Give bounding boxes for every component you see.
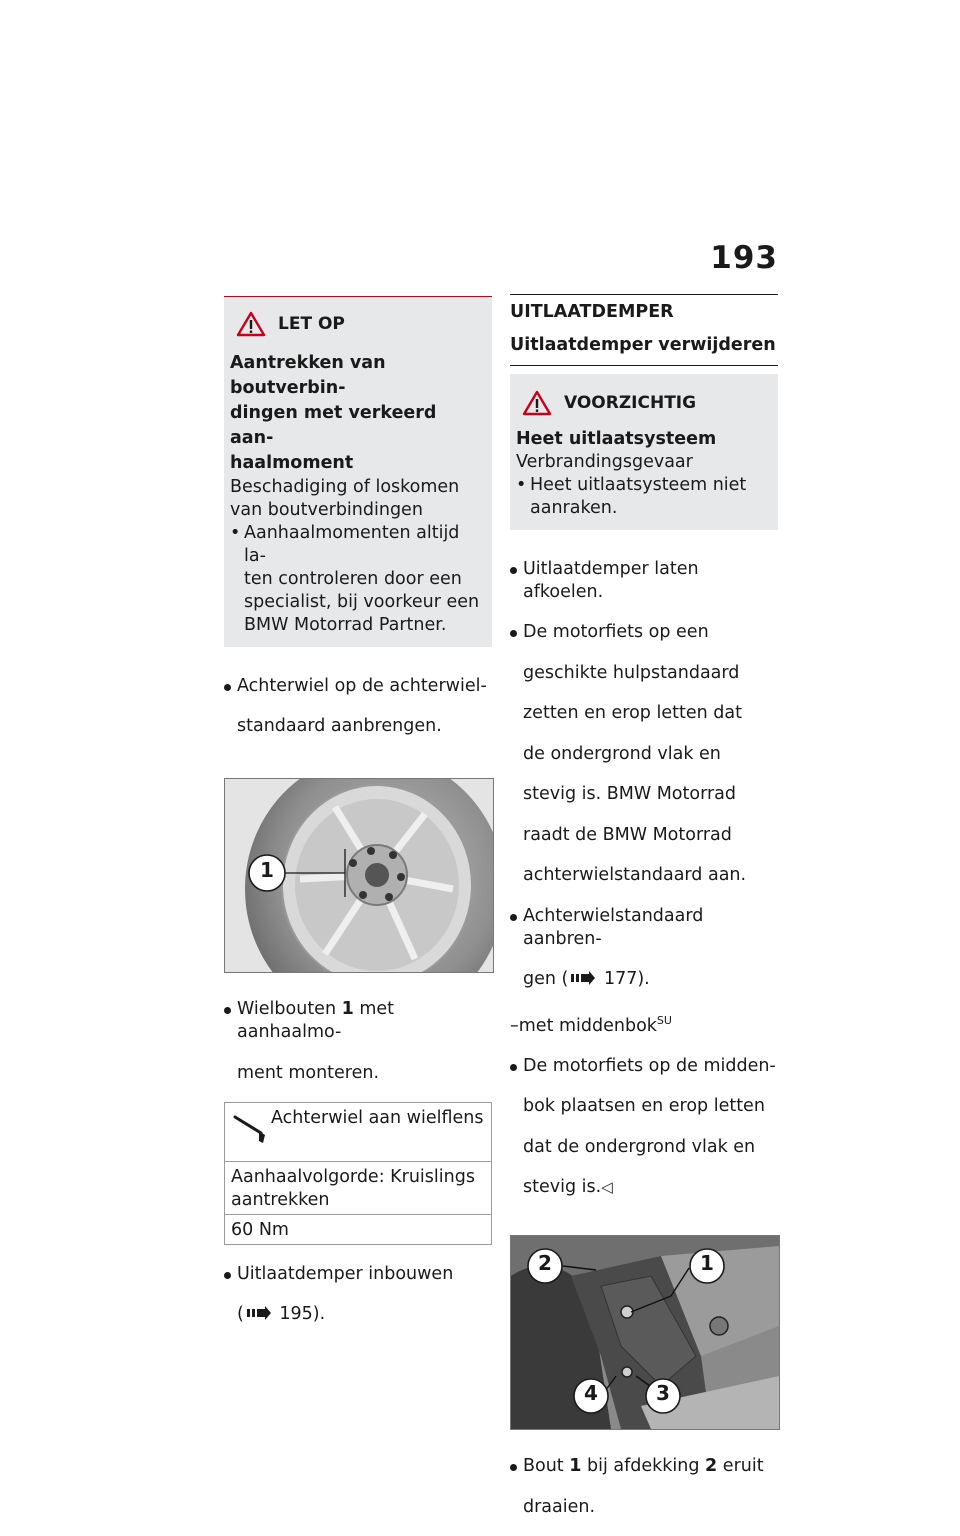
ref-page: 177). [603, 969, 650, 989]
step-install-muffler [224, 1263, 492, 1327]
step-line: Uitlaatdemper laten afkoelen. [523, 558, 699, 602]
warning-action-line: specialist, bij voorkeur een [244, 592, 480, 612]
step-line: Uitlaatdemper inbouwen [237, 1263, 454, 1284]
ref-paren: ( [237, 1304, 244, 1324]
section-title: UITLAATDEMPER [510, 294, 778, 324]
warning-action-line: • Aanhaalmomenten altijd la- [244, 523, 460, 566]
step-text: gen ( [523, 969, 569, 989]
step-rear-stand-install [510, 905, 778, 992]
callout-ref: 1 [569, 1456, 582, 1477]
bullet-dot [510, 1464, 517, 1471]
bullet-dot [224, 1272, 231, 1279]
bullet-dot [510, 1064, 517, 1071]
warning-box-voorzichtig [510, 374, 778, 530]
step-text: Wielbouten [237, 999, 342, 1019]
page-reference[interactable] [237, 1303, 492, 1326]
page-number: 193 [710, 240, 778, 276]
step-text: Bout [523, 1456, 570, 1477]
torque-spec-title: Achterwiel aan wielflens [271, 1108, 484, 1128]
step-line: ment monteren. [237, 1062, 380, 1083]
warning-box-let-op [224, 296, 492, 647]
page-ref-arrow-icon [246, 1306, 272, 1320]
torque-spec-value: 60 Nm [225, 1214, 491, 1244]
step-line: raadt de BMW Motorrad [523, 824, 732, 845]
muffler-photo [510, 1235, 780, 1430]
step-auxiliary-stand [510, 621, 778, 887]
warning-triangle-icon [522, 390, 552, 416]
step-text: bij afdekking [581, 1456, 706, 1477]
step-line: De motorfiets op een [523, 622, 709, 642]
bullet-dot [510, 914, 517, 921]
page-ref-arrow-icon [570, 971, 596, 985]
spec-order-line: Aanhaalvolgorde: Kruislings [231, 1167, 475, 1187]
bullet-dot [510, 567, 517, 574]
warning-title-line: haalmoment [230, 453, 354, 473]
spec-order-line: aantrekken [231, 1190, 330, 1210]
step-rear-wheel-stand [224, 675, 492, 739]
step-line: Achterwielstandaard aanbren- [523, 905, 704, 949]
warning-action-line: aanraken. [530, 498, 618, 518]
bullet-dot [224, 1007, 231, 1014]
figure-callout-1: 1 [260, 857, 274, 882]
bullet-dot [510, 630, 517, 637]
rear-wheel-photo [224, 778, 494, 973]
warning-action-line: BMW Motorrad Partner. [244, 615, 447, 635]
torque-spec-order [225, 1161, 491, 1214]
torque-wrench-icon [231, 1111, 271, 1145]
warning-triangle-icon [236, 311, 266, 337]
step-line: standaard aanbrengen. [237, 716, 442, 736]
warning-action [516, 474, 770, 520]
figure-callout-2: 2 [538, 1250, 552, 1275]
warning-header [230, 311, 484, 337]
warning-title-line: dingen met verkeerd aan- [230, 403, 437, 448]
step-cool-muffler [510, 558, 778, 604]
warning-header [516, 390, 770, 416]
condition-superscript: SU [656, 1013, 672, 1027]
callout-ref: 2 [705, 1456, 718, 1477]
end-of-condition-mark: ◁ [601, 1178, 613, 1197]
warning-title: Heet uitlaatsysteem [516, 429, 717, 449]
step-line: geschikte hulpstandaard [523, 662, 740, 683]
step-line [523, 1176, 778, 1199]
warning-level: VOORZICHTIG [564, 392, 697, 413]
ref-page: 195). [279, 1304, 326, 1324]
warning-action [230, 522, 484, 637]
condition-text: –met middenbok [510, 1015, 657, 1036]
step-line: stevig is. BMW Motorrad [523, 784, 736, 804]
step-line: draaien. [523, 1496, 596, 1517]
subsection-title: Uitlaatdemper verwijderen [510, 324, 778, 366]
step-line: de ondergrond vlak en [523, 743, 721, 764]
step-line: achterwielstandaard aan. [523, 865, 747, 885]
figure-callout-4: 4 [584, 1380, 598, 1405]
figure-callout-3: 3 [656, 1380, 670, 1405]
left-column [224, 296, 492, 1344]
warning-consequence: van boutverbindingen [230, 500, 423, 520]
warning-action-line: ten controleren door een [244, 569, 462, 589]
step-line: bok plaatsen en erop letten [523, 1096, 765, 1117]
page-reference[interactable] [523, 968, 778, 991]
step-line: zetten en erop letten dat [523, 703, 742, 723]
step-text: met aanhaalmo- [237, 999, 395, 1042]
bullet-dot [224, 684, 231, 691]
condition-center-stand [510, 1009, 778, 1038]
callout-ref: 1 [341, 999, 354, 1019]
right-column [510, 294, 778, 1536]
torque-spec-header [225, 1103, 491, 1161]
warning-title [230, 351, 484, 476]
warning-action-line: • Heet uitlaatsysteem niet [530, 475, 747, 495]
warning-level: LET OP [278, 313, 345, 334]
step-line: dat de ondergrond vlak en [523, 1136, 756, 1157]
step-line: Achterwiel op de achterwiel- [237, 675, 487, 696]
warning-consequence: Verbrandingsgevaar [516, 452, 693, 472]
torque-spec-table [224, 1102, 492, 1245]
step-line [237, 998, 492, 1044]
warning-title-line: Aantrekken van boutverbin- [230, 353, 386, 398]
step-center-stand [510, 1055, 778, 1200]
step-text: eruit [717, 1456, 764, 1477]
figure-callout-1: 1 [700, 1250, 714, 1275]
step-line [523, 1455, 778, 1478]
step-line: De motorfiets op de midden- [523, 1055, 776, 1076]
step-mount-wheel-bolts [224, 998, 492, 1085]
step-text: stevig is. [523, 1177, 602, 1198]
step-remove-bolt [510, 1455, 778, 1519]
warning-consequence: Beschadiging of loskomen [230, 477, 460, 497]
